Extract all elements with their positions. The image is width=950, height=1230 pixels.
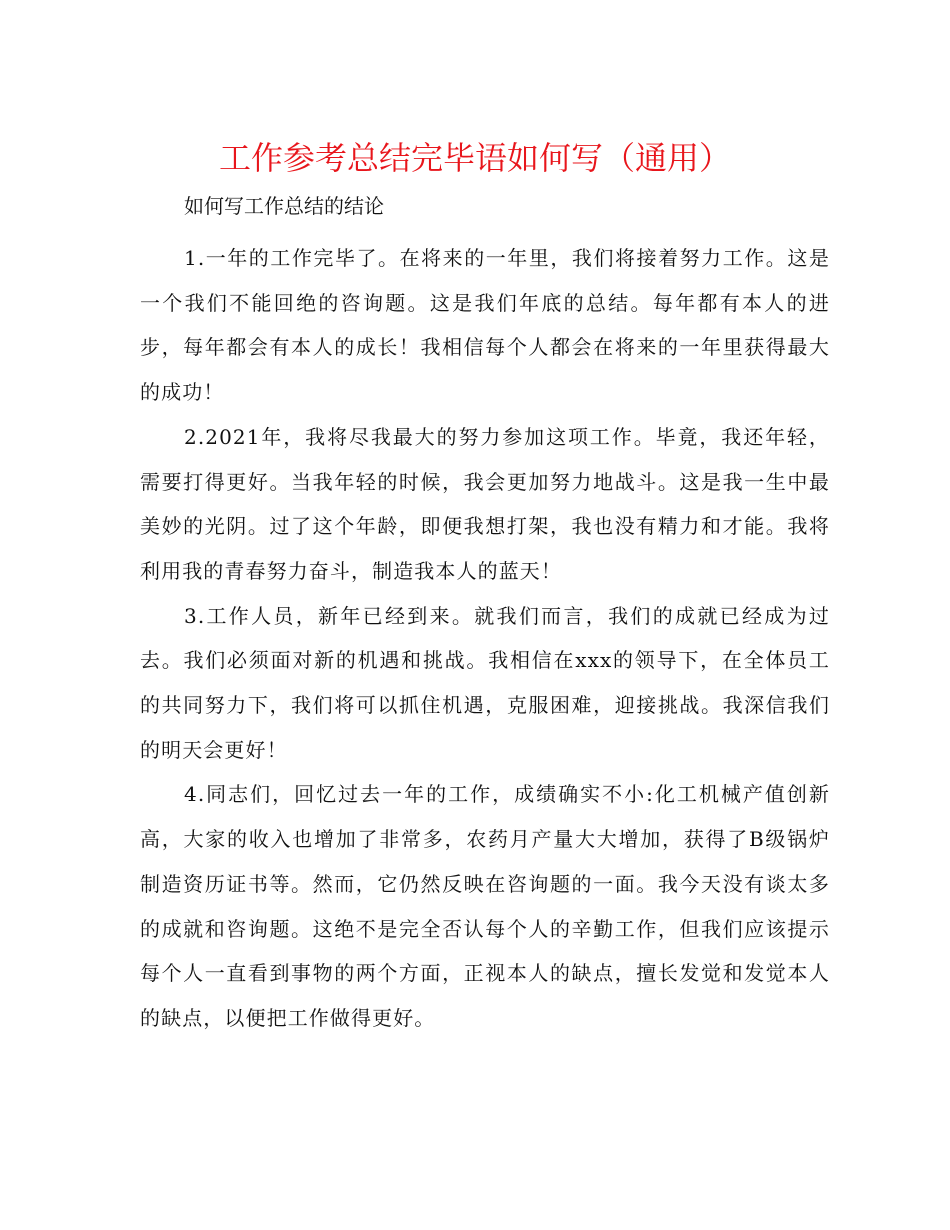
document-body: [140, 236, 830, 1041]
paragraph-4: 4.同志们，回忆过去一年的工作，成绩确实不小:化工机械产值创新高，大家的收入也增加了非常多，农药月产量大大增加，获得了B级锅炉制造资历证书等。然而，它仍然反映在咨询题的一面。我今天没有谈太多的成就和咨询题。这绝不是完全否认每个人的辛勤工作，但我们应该提示每个人一直看到事物的两个方面，正视本人的缺点，擅长发觉和发觉本人的缺点，以便把工作做得更好。: [140, 782, 830, 1030]
page-title: 工作参考总结完毕语如何写（通用）: [218, 139, 731, 177]
paragraph-2: 2.2021年，我将尽我最大的努力参加这项工作。毕竟，我还年轻，需要打得更好。当我年轻的时候，我会更加努力地战斗。这是我一生中最美妙的光阴。过了这个年龄，即便我想打架，我也没有精力和才能。我将利用我的青春努力奋斗，制造我本人的蓝天！: [140, 424, 830, 583]
paragraph-3: 3.工作人员，新年已经到来。就我们而言，我们的成就已经成为过去。我们必须面对新的机遇和挑战。我相信在xxx的领导下，在全体员工的共同努力下，我们将可以抓住机遇，克服困难，迎接挑战。我深信我们的明天会更好！: [140, 603, 830, 762]
section-subtitle: 如何写工作总结的结论: [184, 194, 384, 218]
paragraph-1: 1.一年的工作完毕了。在将来的一年里，我们将接着努力工作。这是一个我们不能回绝的咨询题。这是我们年底的总结。每年都有本人的进步，每年都会有本人的成长！我相信每个人都会在将来的一年里获得最大的成功！: [140, 246, 830, 405]
